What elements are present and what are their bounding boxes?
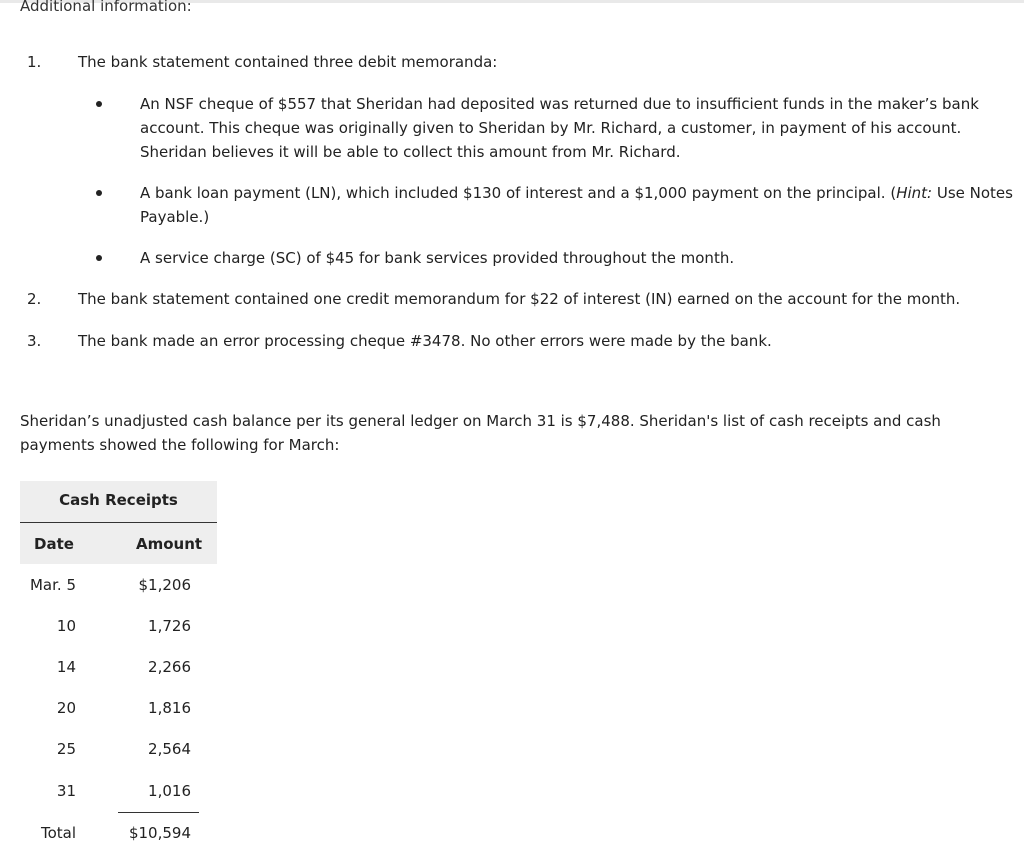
cash-receipts-table-title	[20, 481, 217, 523]
table-row-date: 10	[56, 617, 76, 635]
table-row-amount: 2,266	[148, 658, 191, 676]
item-text-1: The bank statement contained three debit memoranda:	[78, 53, 498, 71]
total-label: Total	[40, 824, 76, 842]
hint-label: Hint:	[896, 184, 933, 202]
cash-balance-paragraph: Sheridan’s unadjusted cash balance per its general ledger on March 31 is $7,488. Sheridan's list of cash receipts and cash payments showed the following for March:	[20, 412, 941, 454]
bullet-text-nsf: An NSF cheque of $557 that Sheridan had deposited was returned due to insufficient funds in the maker’s bank account. This cheque was originally given to Sheridan by Mr. Richard, a customer, in payment of his account. Sheridan believes it will be able to collect this amount from Mr. Richard.	[140, 95, 979, 161]
amount-column-header: Amount	[136, 535, 203, 553]
table-row-date: 14	[56, 658, 76, 676]
item-number-1: 1.	[27, 53, 42, 71]
date-column-header: Date	[34, 535, 74, 553]
item-text-2: The bank statement contained one credit memorandum for $22 of interest (IN) earned on the account for the month.	[78, 290, 961, 308]
bullet-dot-3	[96, 255, 102, 261]
table-row-date: 20	[56, 699, 76, 717]
total-amount: $10,594	[128, 824, 191, 842]
table-row-date: 25	[56, 740, 76, 758]
table-row-date: 31	[56, 782, 76, 800]
table-row-amount: 1,726	[148, 617, 191, 635]
table-row-date: Mar. 5	[29, 576, 76, 594]
table-title-text: Cash Receipts	[59, 491, 178, 509]
item-number-2: 2.	[27, 290, 42, 308]
bullet-text-service-charge: A service charge (SC) of $45 for bank services provided throughout the month.	[140, 249, 735, 267]
total-underline	[118, 812, 199, 813]
table-column-header-row	[20, 523, 217, 564]
item-text-3: The bank made an error processing cheque #3478. No other errors were made by the bank.	[78, 332, 772, 350]
bullet-dot-2	[96, 190, 102, 196]
bullet-dot-1	[96, 101, 102, 107]
table-row-amount: 1,816	[148, 699, 191, 717]
section-heading: Additional information:	[20, 0, 192, 15]
table-row-amount: $1,206	[138, 576, 191, 594]
item-number-3: 3.	[27, 332, 42, 350]
bullet-text-loan: A bank loan payment (LN), which included $130 of interest and a $1,000 payment on the principal. (Hint: Use Notes Payable.)	[140, 184, 1013, 226]
table-row-amount: 2,564	[148, 740, 191, 758]
table-row-amount: 1,016	[148, 782, 191, 800]
